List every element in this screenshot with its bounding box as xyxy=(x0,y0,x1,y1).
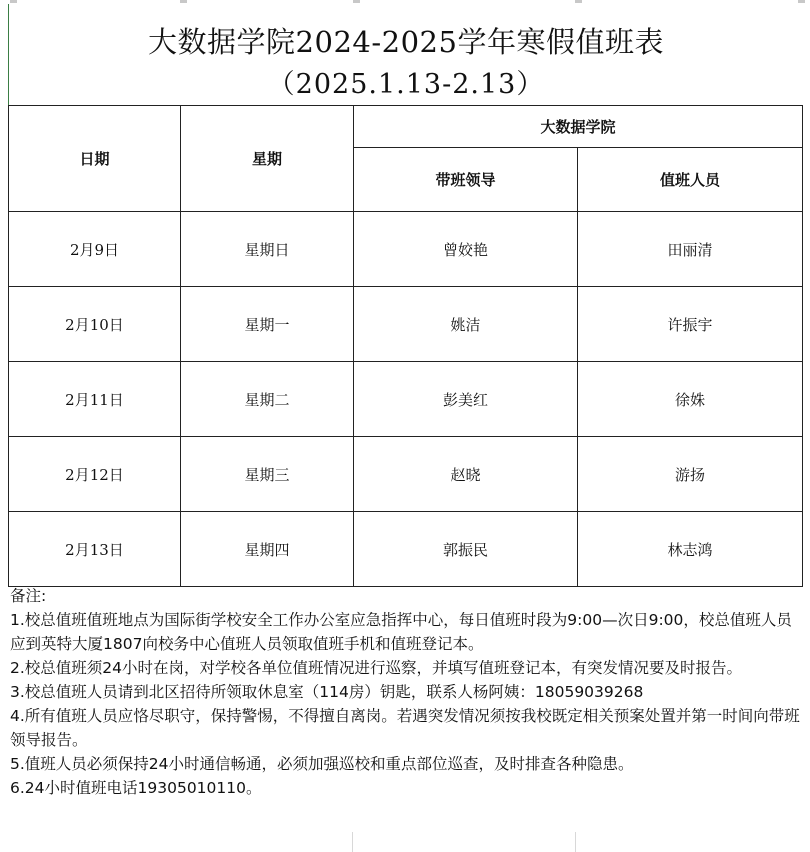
cell-leader: 郭振民 xyxy=(354,512,578,587)
cell-leader: 彭美红 xyxy=(354,362,578,437)
header-date: 日期 xyxy=(9,106,181,212)
cell-weekday: 星期四 xyxy=(181,512,354,587)
table-row xyxy=(9,212,803,287)
cell-staff: 许振宇 xyxy=(578,287,803,362)
cell-staff: 林志鸿 xyxy=(578,512,803,587)
cell-staff: 田丽清 xyxy=(578,212,803,287)
cell-staff: 徐姝 xyxy=(578,362,803,437)
note-item: 4.所有值班人员应恪尽职守，保持警惕，不得擅自离岗。若遇突发情况须按我校既定相关预案处置并第一时间向带班领导报告。 xyxy=(10,707,800,749)
note-item: 2.校总值班须24小时在岗，对学校各单位值班情况进行巡察，并填写值班登记本，有突发情况要及时报告。 xyxy=(10,659,743,677)
cell-weekday: 星期一 xyxy=(181,287,354,362)
table-row xyxy=(9,287,803,362)
notes-heading: 备注: xyxy=(10,587,47,605)
page-title: 大数据学院2024-2025学年寒假值班表 xyxy=(148,25,664,59)
title-area xyxy=(8,4,803,105)
header-staff: 值班人员 xyxy=(578,148,803,212)
cell-staff: 游扬 xyxy=(578,437,803,512)
cell-leader: 赵晓 xyxy=(354,437,578,512)
note-item: 3.校总值班人员请到北区招待所领取休息室（114房）钥匙，联系人杨阿姨：18059039268 xyxy=(10,683,644,701)
cell-date: 2月12日 xyxy=(9,437,181,512)
cell-date: 2月13日 xyxy=(9,512,181,587)
cell-leader: 曾姣艳 xyxy=(354,212,578,287)
spreadsheet-gridline xyxy=(575,832,576,852)
header-leader: 带班领导 xyxy=(354,148,578,212)
notes-section xyxy=(10,584,800,800)
cell-weekday: 星期日 xyxy=(181,212,354,287)
header-weekday: 星期 xyxy=(181,106,354,212)
cell-date: 2月9日 xyxy=(9,212,181,287)
note-item: 6.24小时值班电话19305010110。 xyxy=(10,779,262,797)
cell-date: 2月10日 xyxy=(9,287,181,362)
table-row xyxy=(9,362,803,437)
table-row xyxy=(9,437,803,512)
note-item: 5.值班人员必须保持24小时通信畅通，必须加强巡校和重点部位巡查，及时排查各种隐患。 xyxy=(10,755,634,773)
table-row xyxy=(9,512,803,587)
date-range-subtitle: （2025.1.13-2.13） xyxy=(267,69,545,100)
cell-weekday: 星期三 xyxy=(181,437,354,512)
duty-schedule-table xyxy=(8,105,803,587)
cell-leader: 姚洁 xyxy=(354,287,578,362)
cell-weekday: 星期二 xyxy=(181,362,354,437)
spreadsheet-gridline xyxy=(352,832,353,852)
header-group-college: 大数据学院 xyxy=(354,106,803,148)
cell-date: 2月11日 xyxy=(9,362,181,437)
note-item: 1.校总值班值班地点为国际街学校安全工作办公室应急指挥中心，每日值班时段为9:00—次日9:00，校总值班人员应到英特大厦1807向校务中心值班人员领取值班手机和值班登记本。 xyxy=(10,611,792,653)
